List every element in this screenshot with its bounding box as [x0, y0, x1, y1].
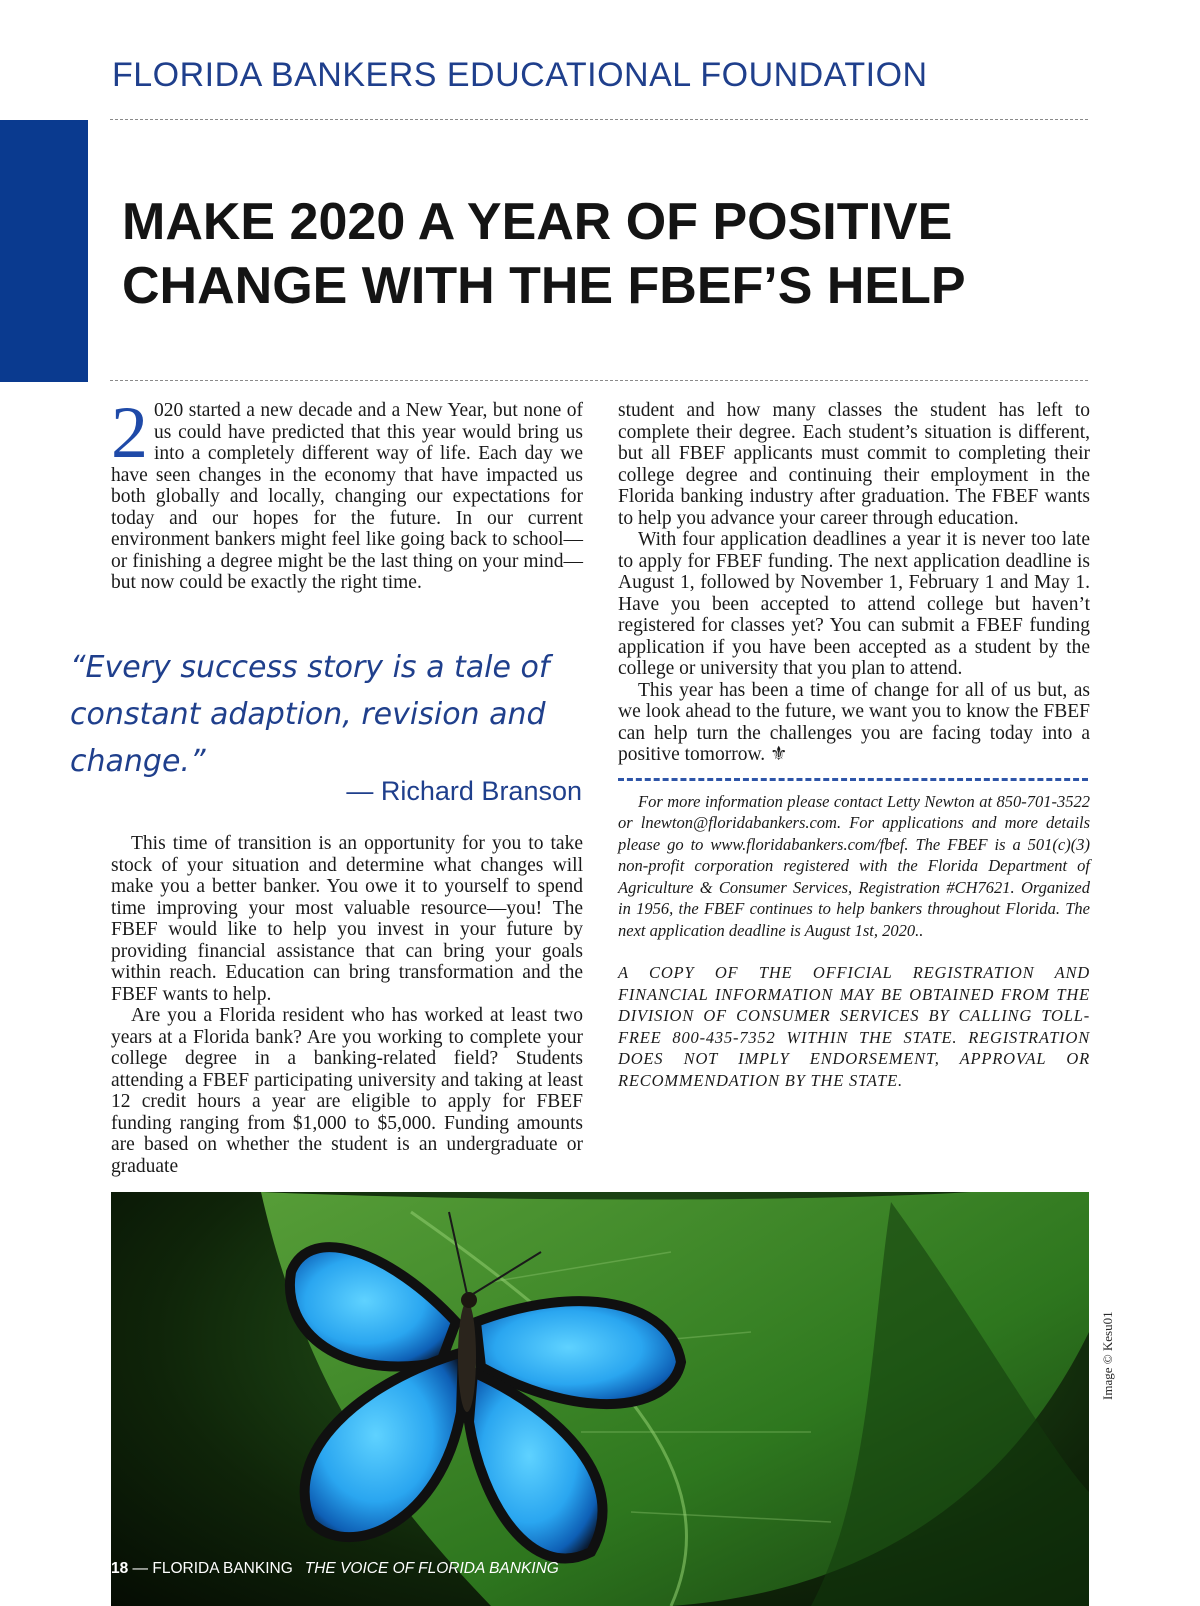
drop-cap: 2	[111, 392, 148, 474]
article-paragraph: student and how many classes the student has left to complete their degree. Each student’s situation is different, but all FBEF applicants must commit to completing their college degree and continuing their employment in the Florida banking industry after graduation. The FBEF wants to help you advance your career through education.	[618, 400, 1090, 529]
article-paragraph: This year has been a time of change for all of us but, as we look ahead to the future, we want you to know the FBEF can help turn the challenges you are facing today into a positive tomorrow. ⚜	[618, 679, 1090, 765]
page-number: 18	[111, 1560, 129, 1577]
article-intro-paragraph	[111, 392, 583, 594]
legal-disclaimer: A COPY OF THE OFFICIAL REGISTRATION AND FINANCIAL INFORMATION MAY BE OBTAINED FROM THE DIVISION OF CONSUMER SERVICES BY CALLING TOLL-FREE 800-435-7352 WITHIN THE STATE. REGISTRATION DOES NOT IMPLY ENDORSEMENT, APPROVAL OR RECOMMENDATION BY THE STATE.	[618, 963, 1090, 1090]
top-divider	[110, 119, 1088, 120]
publication-name: — FLORIDA BANKING	[128, 1560, 293, 1577]
article-paragraph: With four application deadlines a year it is never too late to apply for FBEF funding. The next application deadline is August 1, followed by November 1, February 1 and May 1. Have you been accepted to attend college but haven’t registered for classes yet? You can submit a FBEF funding application if you have been accepted as a student by the college or university that you plan to attend.	[618, 529, 1090, 679]
article-paragraph: Are you a Florida resident who has worked at least two years at a Florida bank? Are you working to complete your college degree in a banking-related field? Students attending a FBEF participating university and taking at least 12 credit hours a year are eligible to apply for FBEF funding ranging from $1,000 to $5,000. Funding amounts are based on whether the student is an undergraduate or graduate	[111, 1005, 583, 1177]
contact-info: For more information please contact Letty Newton at 850-701-3522 or lnewton@floridabankers.com. For applications and more details please go to www.floridabankers.com/fbef. The FBEF is a 501(c)(3) non-profit corporation registered with the Florida Department of Agriculture & Consumer Services, Registration #CH7621. Organized in 1956, the FBEF continues to help bankers throughout Florida. The next application deadline is August 1st, 2020..	[618, 791, 1090, 940]
blue-accent-bar	[0, 120, 88, 382]
butterfly-photo	[111, 1192, 1089, 1606]
headline-divider	[110, 380, 1088, 381]
section-header: FLORIDA BANKERS EDUCATIONAL FOUNDATION	[112, 56, 928, 94]
article-paragraph: This time of transition is an opportunity for you to take stock of your situation and determine what changes will make you a better banker. You owe it to yourself to spend time improving your most valuable resource—you! The FBEF would like to help you invest in your future by providing financial assistance that can bring your goals within reach. Education can bring transformation and the FBEF wants to help.	[111, 833, 583, 1005]
headline-line-2: CHANGE WITH THE FBEF’S HELP	[122, 257, 966, 315]
article-column-left-bottom	[111, 833, 583, 1177]
article-column-right	[618, 400, 1090, 1091]
publication-tagline: THE VOICE OF FLORIDA BANKING	[304, 1560, 559, 1577]
pull-quote: “Every success story is a tale of constant adaption, revision and change.”	[70, 650, 550, 779]
intro-text: 020 started a new decade and a New Year, but none of us could have predicted that this year would bring us into a completely different way of life. Each day we have seen changes in the economy that have impacted us both globally and locally, changing our expectations for today and our hopes for the future. In our current environment bankers might feel like going back to school—or finishing a degree might be the last thing on your mind—but now could be exactly the right time.	[111, 400, 583, 593]
headline-line-1: MAKE 2020 A YEAR OF POSITIVE	[122, 193, 953, 251]
article-column-left-top	[111, 392, 583, 594]
photo-credit: Image © Kesu01	[1100, 1311, 1115, 1400]
info-divider	[618, 778, 1088, 781]
article-headline	[122, 190, 1062, 318]
butterfly-on-leaf-illustration	[111, 1192, 1089, 1606]
page-footer	[111, 1560, 559, 1578]
pull-quote-author: — Richard Branson	[346, 776, 582, 806]
